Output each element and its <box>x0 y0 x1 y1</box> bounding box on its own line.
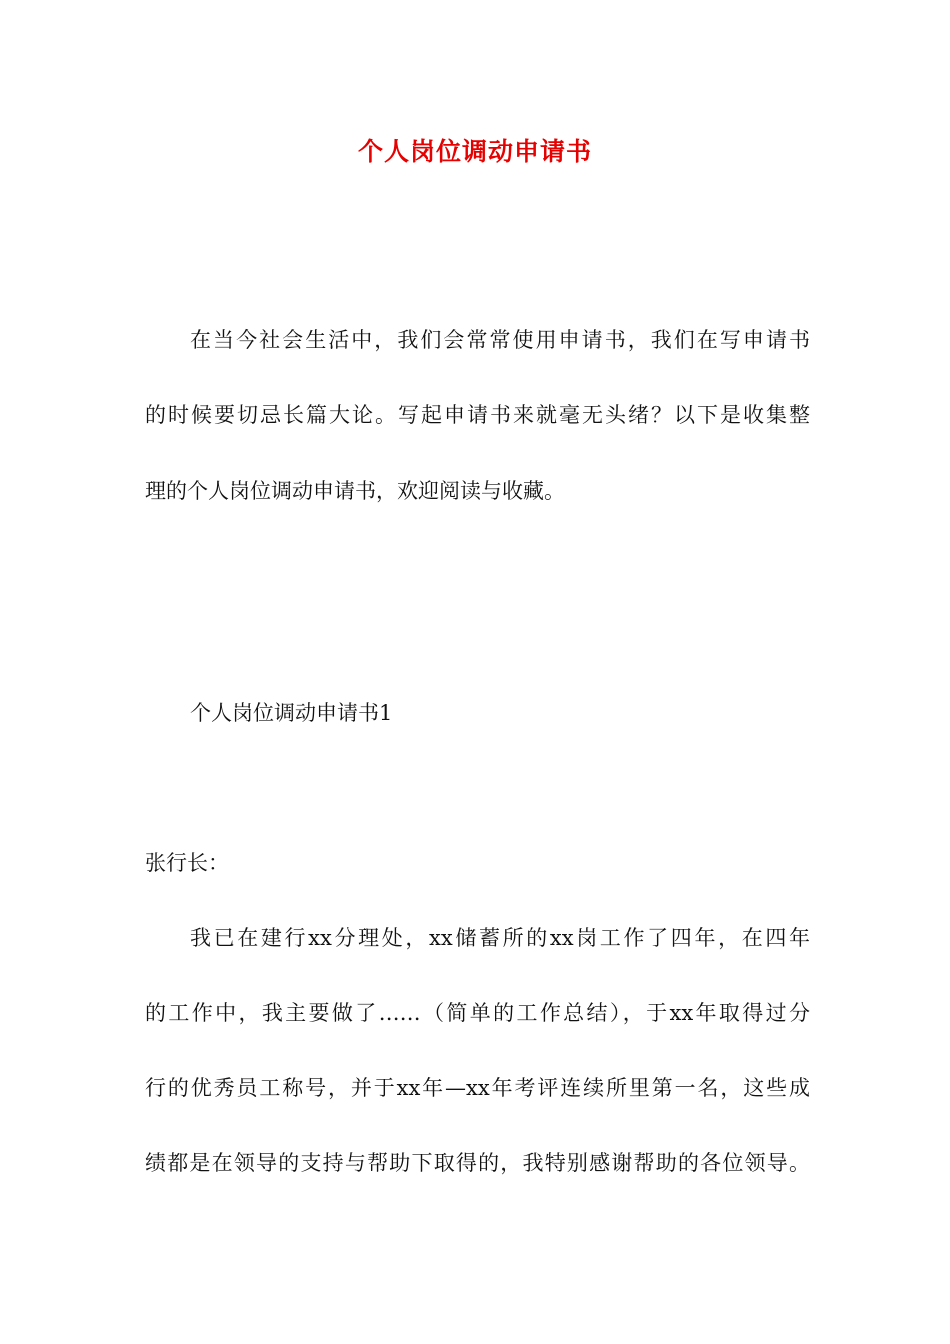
document-title: 个人岗位调动申请书 <box>357 137 592 166</box>
body-line-1: 我已在建行xx分理处，xx储蓄所的xx岗工作了四年，在四年 <box>190 926 810 950</box>
intro-line-1: 在当今社会生活中，我们会常常使用申请书，我们在写申请书 <box>190 328 810 352</box>
body-line-2: 的工作中，我主要做了……（简单的工作总结），于xx年取得过分 <box>145 1001 810 1025</box>
salutation: 张行长： <box>145 851 229 875</box>
intro-line-3: 理的个人岗位调动申请书，欢迎阅读与收藏。 <box>145 479 565 503</box>
body-line-4: 绩都是在领导的支持与帮助下取得的，我特别感谢帮助的各位领导。 <box>145 1151 810 1175</box>
body-line-3: 行的优秀员工称号，并于xx年—xx年考评连续所里第一名，这些成 <box>145 1076 810 1100</box>
section-heading: 个人岗位调动申请书1 <box>190 701 393 725</box>
intro-line-2: 的时候要切忌长篇大论。写起申请书来就毫无头绪？以下是收集整 <box>145 403 810 427</box>
